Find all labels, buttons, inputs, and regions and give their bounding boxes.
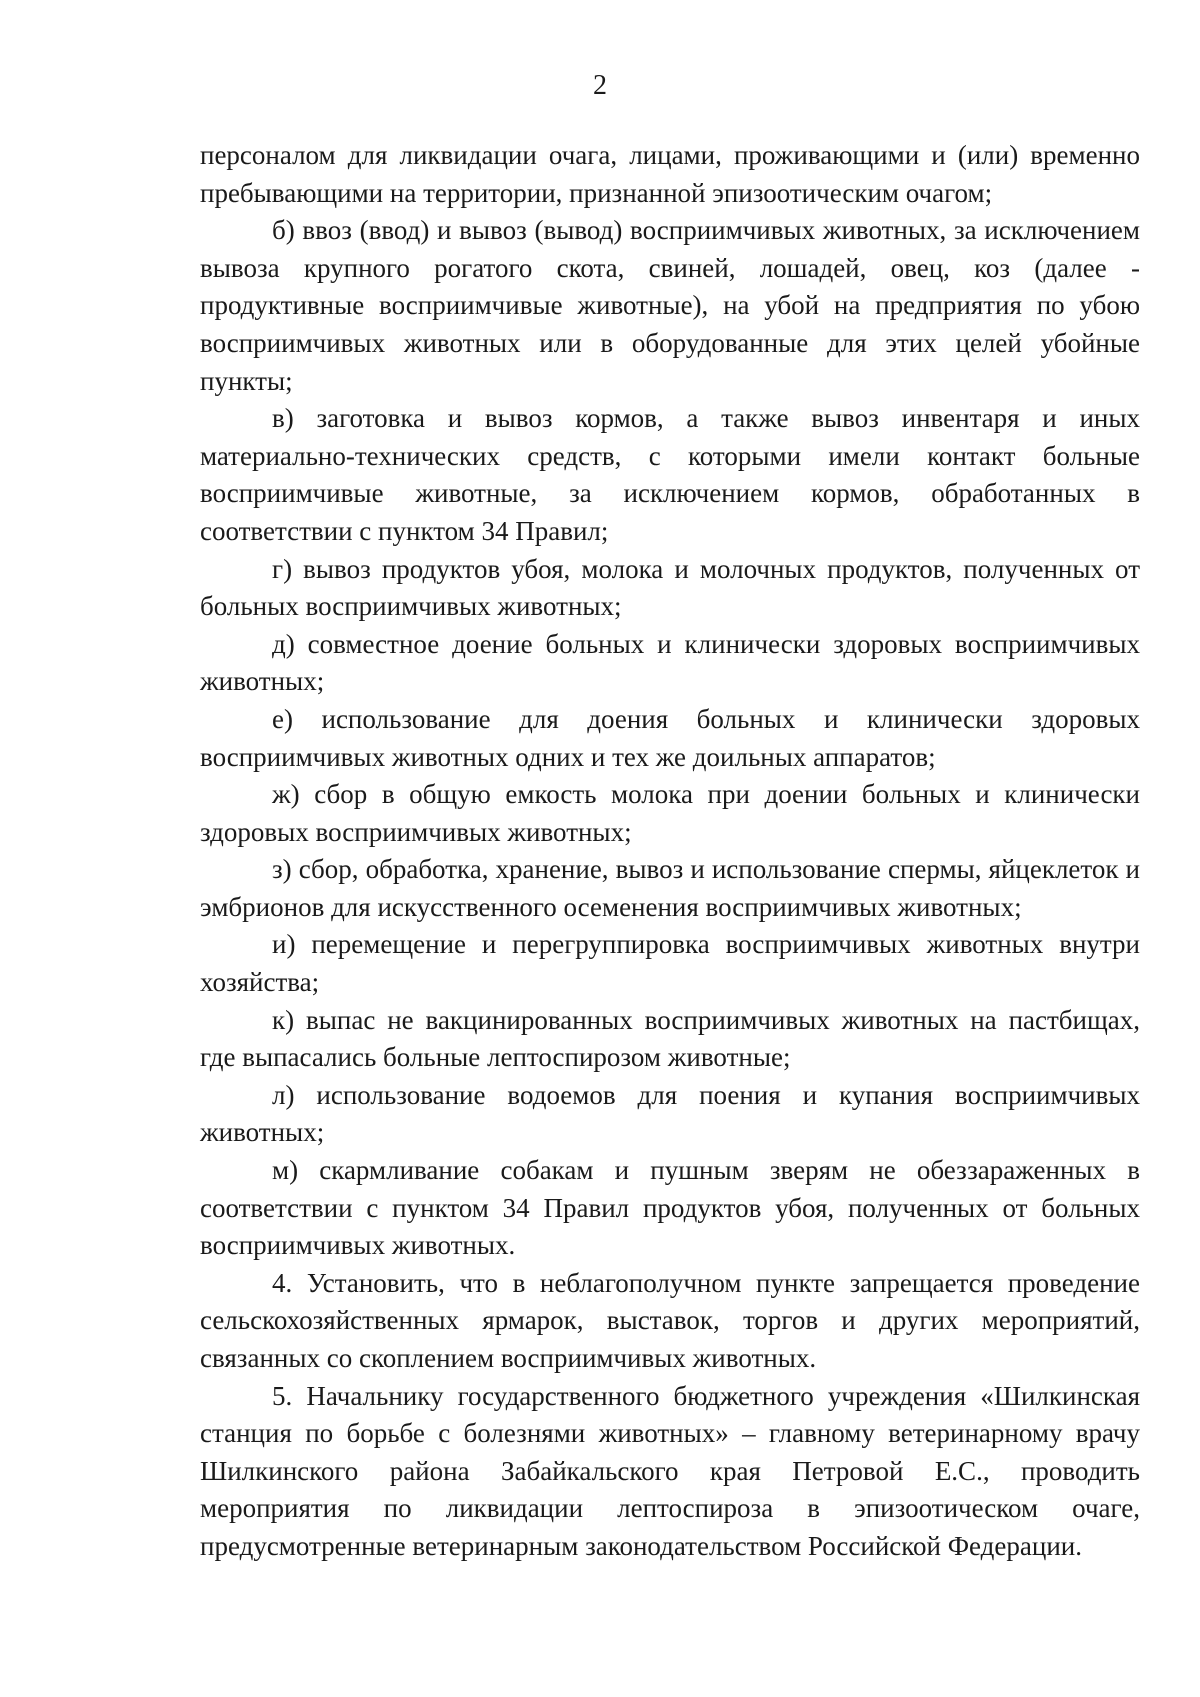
page-number: 2 bbox=[593, 70, 607, 101]
paragraph-item-d: д) совместное доение больных и клинически здоровых восприимчивых животных; bbox=[200, 628, 1140, 697]
paragraph-item-l: л) использование водоемов для поения и купания восприимчивых животных; bbox=[200, 1079, 1140, 1148]
paragraph-item-k: к) выпас не вакцинированных восприимчивых животных на пастбищах, где выпасались больные лептоспирозом животные; bbox=[200, 1004, 1140, 1073]
paragraph-item-e: е) использование для доения больных и клинически здоровых восприимчивых животных одних и тех же доильных аппаратов; bbox=[200, 703, 1140, 772]
paragraph-item-v: в) заготовка и вывоз кормов, а также вывоз инвентаря и иных материально-технических средств, с которыми имели контакт больные восприимчивые животные, за исключением кормов, обработанных в соответствии с пунктом 34 Правил; bbox=[200, 403, 1140, 546]
paragraph-clause-5: 5. Начальнику государственного бюджетного учреждения «Шилкинская станция по борьбе с болезнями животных» – главному ветеринарному врачу Шилкинского района Забайкальского края Петровой Е.С., проводить мероприятия по ликвидации лептоспироза в эпизоотическом очаге, предусмотренные ветеринарным законодательством Российской Федерации. bbox=[200, 1380, 1140, 1561]
paragraph-item-z: з) сбор, обработка, хранение, вывоз и использование спермы, яйцеклеток и эмбрионов для искусственного осеменения восприимчивых животных; bbox=[200, 854, 1140, 922]
paragraph-item-b: б) ввоз (ввод) и вывоз (вывод) восприимчивых животных, за исключением вывоза крупного рогатого скота, свиней, лошадей, овец, коз (далее - продуктивные восприимчивые животные), на убой на предприятия по убою восприимчивых животных или в оборудованные для этих целей убойные пункты; bbox=[200, 215, 1140, 396]
paragraph-continuation: персоналом для ликвидации очага, лицами, проживающими и (или) временно пребывающими на территории, признанной эпизоотическим очагом; bbox=[200, 140, 1140, 208]
paragraph-clause-4: 4. Установить, что в неблагополучном пункте запрещается проведение сельскохозяйственных ярмарок, выставок, торгов и других мероприятий, связанных со скоплением восприимчивых животных. bbox=[200, 1267, 1140, 1373]
paragraph-item-m: м) скармливание собакам и пушным зверям не обеззараженных в соответствии с пунктом 34 Правил продуктов убоя, полученных от больных восприимчивых животных. bbox=[200, 1155, 1140, 1261]
document-body bbox=[200, 137, 1140, 1566]
paragraph-item-g: г) вывоз продуктов убоя, молока и молочных продуктов, полученных от больных восприимчивых животных; bbox=[200, 553, 1140, 622]
paragraph-item-i: и) перемещение и перегруппировка восприимчивых животных внутри хозяйства; bbox=[200, 929, 1140, 998]
paragraph-item-zh: ж) сбор в общую емкость молока при доении больных и клинически здоровых восприимчивых животных; bbox=[200, 779, 1140, 847]
